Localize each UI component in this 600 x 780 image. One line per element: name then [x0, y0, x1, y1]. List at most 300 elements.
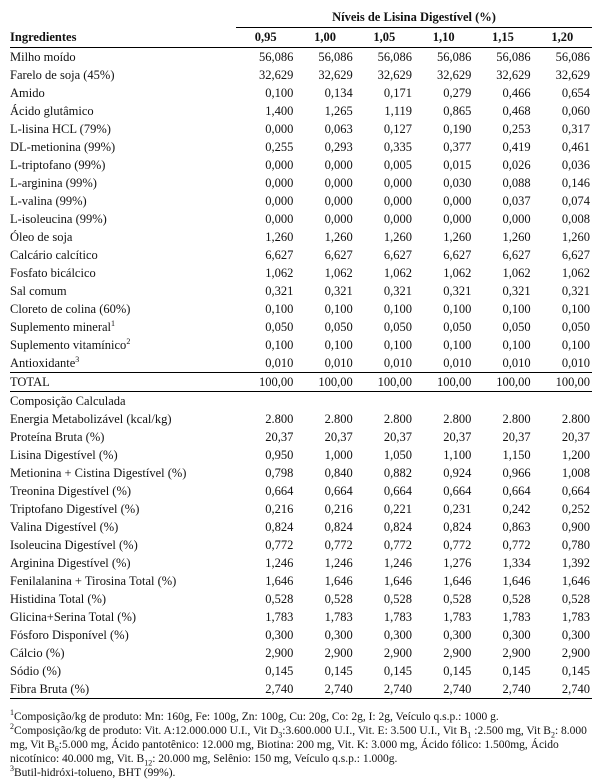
ingredient-row-value: 6,627	[443, 248, 472, 262]
composition-row-value: 0,772	[443, 538, 472, 552]
ingredient-row	[10, 336, 592, 354]
level-column-header: 1,00	[295, 28, 354, 48]
composition-row-value: 0,824	[443, 520, 472, 534]
ingredient-row-value: 0,127	[383, 122, 413, 136]
composition-row-value: 0,216	[265, 502, 294, 516]
ingredient-row-value: 56,086	[318, 50, 353, 64]
composition-row-label: Histidina Total (%)	[10, 592, 107, 606]
ingredient-row-value: 0,100	[265, 302, 294, 316]
ingredient-row	[10, 120, 592, 138]
composition-row-value: 0,528	[502, 592, 531, 606]
composition-row-value: 2,740	[473, 680, 532, 699]
ingredient-row-value: 1,260	[443, 230, 472, 244]
ingredient-row-value: 0,321	[561, 284, 590, 298]
composition-row-value: 0,216	[324, 502, 353, 516]
composition-row-value: 0,145	[502, 664, 531, 678]
composition-row	[10, 590, 592, 608]
composition-row	[10, 518, 592, 536]
composition-row-value: 0,664	[502, 484, 531, 498]
ingredient-row-value: 0,000	[324, 158, 353, 172]
ingredient-row-value: 1,062	[324, 266, 353, 280]
total-value: 100,00	[355, 373, 414, 392]
ingredient-row-value: 0,050	[502, 320, 531, 334]
footnotes	[10, 710, 594, 780]
composition-row-value: 20,37	[383, 430, 413, 444]
composition-row-value: 2,740	[414, 680, 473, 699]
ingredient-row-value: 0,000	[502, 212, 531, 226]
level-column-header: 1,10	[414, 28, 473, 48]
composition-row	[10, 626, 592, 644]
ingredient-row-value: 0,321	[265, 284, 294, 298]
ingredient-row-value: 1,400	[265, 104, 294, 118]
ingredient-row-value: 0,335	[383, 140, 413, 154]
composition-row-value: 0,300	[324, 628, 353, 642]
ingredient-row-value: 1,260	[265, 230, 294, 244]
ingredient-row-label: DL-metionina (99%)	[10, 140, 116, 154]
ingredient-row-value: 0,100	[443, 338, 472, 352]
composition-row-value: 2,740	[236, 680, 295, 699]
ingredient-row-label: L-arginina (99%)	[10, 176, 97, 190]
ingredient-row-value: 1,260	[561, 230, 590, 244]
ingredient-row-value: 0,419	[502, 140, 531, 154]
composition-row-value: 1,200	[561, 448, 590, 462]
composition-row-value: 0,528	[324, 592, 353, 606]
composition-row-value: 2,900	[443, 646, 472, 660]
composition-row-value: 20,37	[324, 430, 353, 444]
ingredient-row-value: 56,086	[377, 50, 413, 64]
diet-composition-table	[10, 8, 592, 699]
composition-section-title: Composição Calculada	[10, 394, 126, 408]
composition-row-value: 2.800	[443, 412, 472, 426]
composition-row-value: 2.800	[324, 412, 353, 426]
ingredient-row-value: 1,260	[502, 230, 531, 244]
composition-row-value: 0,528	[561, 592, 590, 606]
composition-row-value: 2,900	[265, 646, 294, 660]
ingredient-row	[10, 264, 592, 282]
composition-row-value: 0,664	[383, 484, 413, 498]
ingredient-row-value: 0,279	[443, 86, 472, 100]
composition-row-value: 0,145	[265, 664, 294, 678]
composition-row-label: Isoleucina Digestível (%)	[10, 538, 138, 552]
ingredient-row-label: Milho moído	[10, 50, 76, 64]
ingredient-row-value: 0,063	[324, 122, 353, 136]
composition-row-label: Metionina + Cistina Digestível (%)	[10, 466, 187, 480]
composition-row-value: 2,900	[383, 646, 413, 660]
ingredient-row-value: 0,010	[502, 356, 531, 370]
composition-row-value: 1,646	[443, 574, 472, 588]
ingredient-row	[10, 102, 592, 120]
composition-row-value: 1,783	[383, 610, 413, 624]
ingredient-row-value: 6,627	[561, 248, 590, 262]
lysine-levels-title: Níveis de Lisina Digestível (%)	[236, 8, 592, 28]
composition-row-value: 0,145	[324, 664, 353, 678]
composition-row-value: 0,145	[561, 664, 590, 678]
ingredient-row-value: 0,100	[502, 338, 531, 352]
ingredient-row	[10, 66, 592, 84]
ingredient-row-value: 0,100	[383, 338, 413, 352]
ingredient-row	[10, 300, 592, 318]
ingredient-row-value: 0,468	[502, 104, 531, 118]
composition-row-value: 0,252	[561, 502, 590, 516]
ingredient-row-value: 0,000	[265, 122, 294, 136]
ingredient-row-value: 0,317	[561, 122, 590, 136]
composition-row-value: 0,824	[265, 520, 294, 534]
table-group-header-row	[10, 8, 592, 28]
composition-row-value: 1,334	[502, 556, 531, 570]
ingredient-row-value: 0,321	[502, 284, 531, 298]
ingredient-row-value: 0,008	[561, 212, 590, 226]
ingredient-row-value: 0,050	[265, 320, 294, 334]
ingredient-row-value: 0,000	[265, 194, 294, 208]
composition-row-label: Lisina Digestível (%)	[10, 448, 118, 462]
composition-row-value: 0,664	[561, 484, 590, 498]
ingredient-row-label: Cloreto de colina (60%)	[10, 302, 131, 316]
composition-row-value: 0,664	[265, 484, 294, 498]
ingredient-row-value: 0,000	[443, 212, 472, 226]
level-column-header: 1,05	[355, 28, 414, 48]
footnote-3: $^3$Butil-hidróxi-tolueno, BHT (99%).	[10, 764, 176, 779]
composition-row-value: 2,740	[295, 680, 354, 699]
composition-row	[10, 644, 592, 662]
composition-row-value: 0,300	[561, 628, 590, 642]
composition-row-value: 1,646	[265, 574, 294, 588]
composition-row-value: 0,528	[383, 592, 413, 606]
composition-row-value: 2.800	[383, 412, 413, 426]
composition-section-title-row	[10, 392, 592, 411]
total-value: 100,00	[533, 373, 592, 392]
composition-row-value: 0,772	[502, 538, 531, 552]
composition-row-value: 0,780	[561, 538, 590, 552]
composition-row-value: 1,276	[443, 556, 472, 570]
composition-row	[10, 428, 592, 446]
ingredient-row-value: 0,293	[324, 140, 353, 154]
composition-row-value: 1,392	[561, 556, 590, 570]
composition-row-value: 20,37	[265, 430, 294, 444]
total-label: TOTAL	[10, 373, 236, 392]
composition-row-value: 0,772	[265, 538, 294, 552]
ingredient-row-label: Fosfato bicálcico	[10, 266, 96, 280]
composition-row-label: Fósforo Disponível (%)	[10, 628, 129, 642]
ingredient-row-value: 0,026	[502, 158, 531, 172]
composition-row-value: 0,924	[443, 466, 472, 480]
ingredient-row-value: 32,629	[496, 68, 531, 82]
ingredient-row-value: 0,000	[324, 212, 353, 226]
ingredient-row-value: 0,100	[561, 338, 590, 352]
ingredient-row-label: Amido	[10, 86, 45, 100]
composition-row	[10, 536, 592, 554]
ingredient-row-value: 0,100	[561, 302, 590, 316]
ingredient-row-label: Antioxidante$^3$	[10, 354, 80, 370]
ingredient-row-value: 0,000	[383, 194, 413, 208]
ingredient-row-value: 0,100	[265, 338, 294, 352]
ingredient-row-value: 0,321	[324, 284, 353, 298]
total-section	[10, 373, 592, 411]
ingredient-row-value: 0,461	[561, 140, 590, 154]
ingredient-row-value: 0,050	[443, 320, 472, 334]
ingredient-row-value: 0,255	[265, 140, 294, 154]
ingredient-row-value: 1,062	[383, 266, 413, 280]
ingredient-row-label: Óleo de soja	[10, 230, 73, 244]
composition-row-value: 0,300	[265, 628, 294, 642]
total-value: 100,00	[473, 373, 532, 392]
ingredient-row	[10, 354, 592, 373]
ingredient-row-label: Suplemento vitamínico$^2$	[10, 336, 131, 352]
ingredient-row	[10, 246, 592, 264]
ingredient-row-label: L-isoleucina (99%)	[10, 212, 107, 226]
composition-row-label: Proteína Bruta (%)	[10, 430, 105, 444]
ingredient-row-label: L-lisina HCL (79%)	[10, 122, 111, 136]
total-value: 100,00	[414, 373, 473, 392]
composition-row	[10, 410, 592, 428]
ingredient-row-value: 0,036	[561, 158, 590, 172]
ingredient-row-value: 0,010	[324, 356, 353, 370]
ingredient-row-value: 0,134	[324, 86, 353, 100]
composition-row	[10, 446, 592, 464]
ingredient-row-label: Suplemento mineral$^1$	[10, 318, 116, 334]
composition-row-value: 2,900	[561, 646, 590, 660]
ingredient-row-value: 0,010	[383, 356, 413, 370]
composition-row-value: 1,646	[324, 574, 353, 588]
ingredient-row-value: 1,062	[443, 266, 472, 280]
composition-row-value: 0,840	[324, 466, 353, 480]
composition-row-value: 1,246	[265, 556, 294, 570]
ingredient-row-value: 1,260	[383, 230, 413, 244]
composition-row-value: 0,772	[383, 538, 413, 552]
ingredient-row	[10, 174, 592, 192]
ingredient-row-value: 0,377	[443, 140, 472, 154]
composition-row-value: 0,231	[443, 502, 472, 516]
ingredient-row-value: 56,086	[496, 50, 531, 64]
ingredient-row-value: 0,050	[383, 320, 413, 334]
composition-row-value: 1,050	[383, 448, 413, 462]
composition-row-value: 2,900	[324, 646, 353, 660]
ingredient-row-value: 0,000	[383, 212, 413, 226]
composition-row	[10, 662, 592, 680]
ingredient-row-value: 1,119	[384, 104, 413, 118]
footnote-1: $^1$Composição/kg de produto: Mn: 160g, Fe: 100g, Zn: 100g, Cu: 20g, Co: 2g, I: 2g, Veículo q.s.p.: 1000 g.	[10, 708, 499, 723]
ingredient-row-value: 0,005	[383, 158, 413, 172]
ingredient-row	[10, 192, 592, 210]
composition-row-value: 0,528	[265, 592, 294, 606]
level-column-header: 0,95	[236, 28, 295, 48]
composition-row-value: 0,664	[443, 484, 472, 498]
composition-row-label: Glicina+Serina Total (%)	[10, 610, 137, 624]
ingredient-row-value: 0,030	[443, 176, 472, 190]
ingredient-row-value: 0,100	[383, 302, 413, 316]
ingredient-row-value: 0,050	[324, 320, 353, 334]
ingredient-row	[10, 138, 592, 156]
ingredient-row	[10, 84, 592, 102]
ingredient-row-value: 1,265	[324, 104, 353, 118]
level-column-header: 1,15	[473, 28, 532, 48]
ingredient-row-value: 6,627	[324, 248, 353, 262]
composition-row-value: 0,950	[265, 448, 294, 462]
ingredient-row	[10, 156, 592, 174]
ingredient-row-value: 0,000	[324, 176, 353, 190]
ingredient-row-value: 6,627	[265, 248, 294, 262]
ingredient-row-label: Calcário calcítico	[10, 248, 98, 262]
ingredient-row-value: 0,100	[324, 302, 353, 316]
composition-row-value: 1,783	[443, 610, 472, 624]
ingredient-row-value: 6,627	[383, 248, 413, 262]
ingredient-row-value: 0,000	[443, 194, 472, 208]
composition-row-value: 0,528	[443, 592, 472, 606]
composition-row-value: 0,242	[502, 502, 531, 516]
composition-row-value: 0,824	[324, 520, 353, 534]
composition-row	[10, 482, 592, 500]
ingredient-row-value: 6,627	[502, 248, 531, 262]
ingredient-row-value: 0,100	[324, 338, 353, 352]
composition-row-value: 0,145	[383, 664, 413, 678]
ingredient-row-value: 0,190	[443, 122, 472, 136]
total-value: 100,00	[236, 373, 295, 392]
ingredient-row-value: 0,060	[561, 104, 590, 118]
ingredients-section	[10, 48, 592, 373]
ingredient-row-value: 0,146	[561, 176, 590, 190]
composition-row-value: 0,300	[502, 628, 531, 642]
composition-row-value: 2,740	[355, 680, 414, 699]
ingredient-row-value: 0,088	[502, 176, 531, 190]
total-value: 100,00	[295, 373, 354, 392]
composition-row-value: 0,300	[443, 628, 472, 642]
level-column-header: 1,20	[533, 28, 592, 48]
calculated-composition-section	[10, 410, 592, 699]
composition-row-value: 1,000	[324, 448, 353, 462]
table-header-row	[10, 28, 592, 48]
composition-row-label: Triptofano Digestível (%)	[10, 502, 140, 516]
ingredient-row-value: 0,654	[561, 86, 590, 100]
ingredient-row-value: 0,100	[502, 302, 531, 316]
ingredient-row-value: 56,086	[436, 50, 472, 64]
composition-row-value: 0,300	[383, 628, 413, 642]
composition-row-value: 0,221	[383, 502, 413, 516]
ingredient-row-value: 0,100	[443, 302, 472, 316]
ingredient-row-value: 0,466	[502, 86, 531, 100]
composition-row-value: 1,783	[324, 610, 353, 624]
ingredient-row-value: 32,629	[377, 68, 413, 82]
composition-row-value: 0,882	[383, 466, 413, 480]
ingredient-row-value: 0,010	[265, 356, 294, 370]
composition-row-value: 2.800	[561, 412, 590, 426]
ingredient-row-value: 0,000	[383, 176, 413, 190]
composition-row-label: Treonina Digestível (%)	[10, 484, 132, 498]
composition-row-value: 1,783	[265, 610, 294, 624]
composition-row-value: 20,37	[443, 430, 472, 444]
composition-row-value: 0,966	[502, 466, 531, 480]
ingredient-row	[10, 228, 592, 246]
composition-row-value: 1,783	[502, 610, 531, 624]
ingredient-row-value: 0,010	[443, 356, 472, 370]
ingredients-column-header: Ingredientes	[10, 28, 236, 48]
ingredient-row-value: 56,086	[555, 50, 590, 64]
ingredient-row-value: 0,050	[561, 320, 590, 334]
ingredient-row-value: 1,062	[265, 266, 294, 280]
composition-row-value: 0,863	[502, 520, 531, 534]
ingredient-row-value: 0,037	[502, 194, 531, 208]
composition-row-label: Valina Digestível (%)	[10, 520, 119, 534]
composition-row	[10, 500, 592, 518]
composition-row-value: 2,900	[502, 646, 531, 660]
composition-row-value: 1,646	[502, 574, 531, 588]
ingredient-row-value: 0,000	[265, 212, 294, 226]
ingredient-row-value: 32,629	[259, 68, 294, 82]
ingredient-row	[10, 210, 592, 228]
composition-row-value: 1,646	[561, 574, 590, 588]
composition-row-value: 0,664	[324, 484, 353, 498]
ingredient-row-value: 1,062	[561, 266, 590, 280]
ingredient-row-label: Sal comum	[10, 284, 67, 298]
ingredient-row-value: 1,260	[324, 230, 353, 244]
composition-row-value: 2.800	[502, 412, 531, 426]
ingredient-row-value: 1,062	[502, 266, 531, 280]
ingredient-row-value: 0,865	[443, 104, 472, 118]
composition-row-label: Sódio (%)	[10, 664, 62, 678]
ingredient-row-value: 0,321	[383, 284, 413, 298]
ingredient-row-value: 0,000	[324, 194, 353, 208]
composition-row-value: 1,008	[561, 466, 590, 480]
ingredient-row-value: 0,000	[265, 176, 294, 190]
ingredient-row-value: 0,010	[561, 356, 590, 370]
composition-row-value: 2.800	[265, 412, 294, 426]
composition-row-value: 0,798	[265, 466, 294, 480]
composition-row-value: 1,246	[324, 556, 353, 570]
total-row	[10, 373, 592, 392]
composition-row-label: Fenilalanina + Tirosina Total (%)	[10, 574, 177, 588]
ingredient-row-value: 0,100	[265, 86, 294, 100]
composition-row	[10, 464, 592, 482]
composition-row-value: 0,900	[561, 520, 590, 534]
composition-row-label: Energia Metabolizável (kcal/kg)	[10, 412, 172, 426]
ingredient-row-value: 0,321	[443, 284, 472, 298]
composition-row-value: 1,646	[383, 574, 413, 588]
composition-row-value: 1,100	[443, 448, 472, 462]
composition-row	[10, 608, 592, 626]
ingredient-row	[10, 282, 592, 300]
ingredient-row-value: 0,015	[443, 158, 472, 172]
ingredient-row-value: 32,629	[555, 68, 590, 82]
ingredient-row-label: L-triptofano (99%)	[10, 158, 106, 172]
composition-row-value: 1,246	[383, 556, 413, 570]
ingredient-row	[10, 48, 592, 67]
ingredient-row-value: 0,171	[383, 86, 413, 100]
composition-row	[10, 680, 592, 699]
composition-row-value: 1,783	[561, 610, 590, 624]
composition-row-value: 0,772	[324, 538, 353, 552]
footnote-2: $^2$Composição/kg de produto: Vit. A:12.000.000 U.I., Vit $D_3:3.600.000$ U.I., Vit. E: 3.500 U.I., Vit $B_1$ :2.500 mg, Vit $B_2$: 8.000 mg, Vit $B_6:5.000$ mg, Ácido pantotênico: 12.000 mg, Biotina: 200 mg, Vit. K: 3.000 mg, Ácido fólico: 1.500mg, Ácido nicotínico: 40.000 mg, Vit. $B_{12}$: 20.000 mg, Selênio: 150 mg, Veículo q.s.p.: 1.000g.	[10, 722, 587, 768]
composition-row	[10, 572, 592, 590]
composition-row-label: Fibra Bruta (%)	[10, 680, 236, 699]
composition-row-value: 1,150	[502, 448, 531, 462]
composition-row-value: 2,740	[533, 680, 592, 699]
composition-row-value: 20,37	[502, 430, 531, 444]
ingredient-row-value: 0,000	[265, 158, 294, 172]
composition-row-label: Arginina Digestível (%)	[10, 556, 131, 570]
ingredient-row-label: Ácido glutâmico	[10, 104, 94, 118]
ingredient-row-value: 0,074	[561, 194, 590, 208]
ingredient-row-value: 32,629	[436, 68, 472, 82]
ingredient-row-value: 32,629	[318, 68, 353, 82]
composition-row-label: Cálcio (%)	[10, 646, 65, 660]
ingredient-row-value: 0,253	[502, 122, 531, 136]
ingredient-row-label: L-valina (99%)	[10, 194, 87, 208]
ingredient-row-label: Farelo de soja (45%)	[10, 68, 115, 82]
ingredient-row	[10, 318, 592, 336]
composition-row-value: 0,824	[383, 520, 413, 534]
ingredient-row-value: 56,086	[259, 50, 294, 64]
composition-row-value: 0,145	[443, 664, 472, 678]
composition-row	[10, 554, 592, 572]
composition-row-value: 20,37	[561, 430, 590, 444]
